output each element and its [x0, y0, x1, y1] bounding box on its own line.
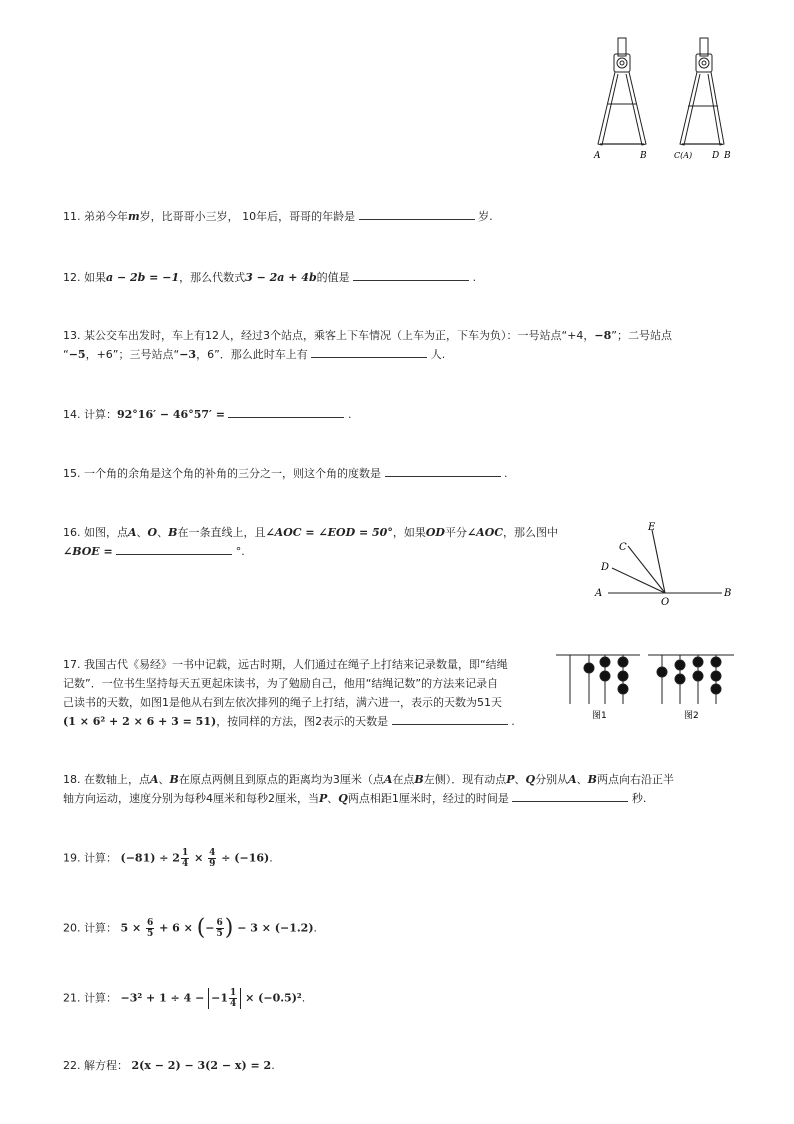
- question-17-line-2: 记数”．一位书生坚持每天五更起床读书，为了勉励自己，他用“结绳记数”的方法来记录自: [63, 677, 499, 690]
- question-21: 21. 计算： −3² + 1 ÷ 4 − −1 $\frac{1}{4}$ × (−0.5)².: [63, 988, 306, 1009]
- answer-blank: [353, 268, 469, 281]
- angle-label-b: B: [724, 588, 732, 599]
- compass-label-d: D: [712, 151, 720, 161]
- angle-figure: [590, 520, 740, 610]
- compass-label-b: B: [640, 151, 647, 161]
- knot-caption-2: 图2: [684, 711, 699, 721]
- compass-label-ca: C(A): [674, 151, 693, 160]
- question-14: 14. 计算：92°16′ − 46°57′ = .: [63, 405, 351, 424]
- compass-left: [598, 38, 646, 145]
- question-18: [63, 770, 674, 808]
- angle-label-d: D: [601, 562, 610, 573]
- knot-figure: [556, 652, 736, 724]
- right-paren: ): [224, 915, 234, 941]
- question-17-line-4: (1 × 6² + 2 × 6 + 3 = 51)，按同样的方法，图2表示的天数是 .: [63, 712, 515, 731]
- compass-right: [680, 38, 724, 145]
- answer-blank: [359, 207, 475, 220]
- angle-label-e: E: [648, 522, 656, 533]
- answer-blank: [116, 542, 232, 555]
- angle-label-c: C: [619, 542, 627, 553]
- minus-sign: −: [205, 921, 215, 935]
- question-13-line-2: “−5，+6”；三号站点“−3，6”．那么此时车上有 人.: [63, 345, 672, 364]
- angle-label-o: O: [661, 597, 670, 608]
- question-16-line-2: ∠BOE = °.: [63, 542, 558, 561]
- compass-label-a: A: [594, 151, 601, 161]
- compass-figure: [588, 34, 738, 164]
- question-13: [63, 326, 672, 364]
- question-18-line-1: 18. 在数轴上，点A、B在原点两侧且到原点的距离均为3厘米（点A在点B左侧）．现有动点P、Q分别从A、B两点向右沿正半: [63, 773, 674, 786]
- question-12: 12. 如果a − 2b = −1，那么代数式3 − 2a + 4b的值是 .: [63, 268, 476, 287]
- answer-blank: [311, 345, 427, 358]
- question-20: 20. 计算： 5 × $\frac{6}{5}$ + 6 × (− $\frac{6}{5}$ ) − 3 × (−1.2).: [63, 915, 318, 941]
- knot-caption-1: 图1: [592, 711, 607, 721]
- answer-blank: [385, 464, 501, 477]
- question-22: 22. 解方程： 2(x − 2) − 3(2 − x) = 2.: [63, 1059, 275, 1072]
- question-11: 11. 弟弟今年m岁，比哥哥小三岁， 10年后，哥哥的年龄是 岁.: [63, 207, 493, 226]
- question-17-line-1: 17. 我国古代《易经》一书中记载，远古时期，人们通过在绳子上打结来记录数量，即“结绳: [63, 658, 508, 671]
- compass-label-b2: B: [724, 151, 731, 161]
- answer-blank: [392, 712, 508, 725]
- knot-figure-2: [648, 655, 734, 704]
- absolute-value: −1 $\frac{1}{4}$: [208, 988, 241, 1009]
- fraction: $\frac{6}{5}$: [216, 918, 223, 939]
- question-17-line-3: 己读书的天数，如图1是他从右到左依次排列的绳子上打结，满六进一，表示的天数为51天: [63, 696, 502, 709]
- answer-blank: [228, 405, 344, 418]
- fraction: $\frac{4}{9}$: [209, 848, 216, 869]
- answer-blank: [512, 789, 628, 802]
- question-19: 19. 计算： (−81) ÷ 2 $\frac{1}{4}$ × $\frac{4}{9}$ ÷ (−16).: [63, 848, 273, 869]
- fraction: $\frac{6}{5}$: [147, 918, 154, 939]
- left-paren: (: [196, 915, 206, 941]
- question-17: [63, 655, 515, 731]
- question-15: 15. 一个角的余角是这个角的补角的三分之一，则这个角的度数是 .: [63, 464, 508, 483]
- angle-label-a: A: [595, 588, 603, 599]
- question-18-line-2: 轴方向运动，速度分别为每秒4厘米和每秒2厘米，当P、Q两点相距1厘米时，经过的时间是 秒.: [63, 789, 674, 808]
- fraction: $\frac{1}{4}$: [230, 988, 237, 1009]
- question-16-line-1: 16. 如图，点A、O、B在一条直线上，且∠AOC = ∠EOD = 50°，如果OD平分∠AOC，那么图中: [63, 526, 559, 539]
- question-16: [63, 523, 558, 561]
- knot-figure-1: [556, 655, 640, 704]
- fraction: $\frac{1}{4}$: [181, 848, 189, 869]
- question-13-line-1: 13. 某公交车出发时，车上有12人，经过3个站点，乘客上下车情况（上车为正，下车为负）：一号站点“+4，−8”；二号站点: [63, 329, 672, 342]
